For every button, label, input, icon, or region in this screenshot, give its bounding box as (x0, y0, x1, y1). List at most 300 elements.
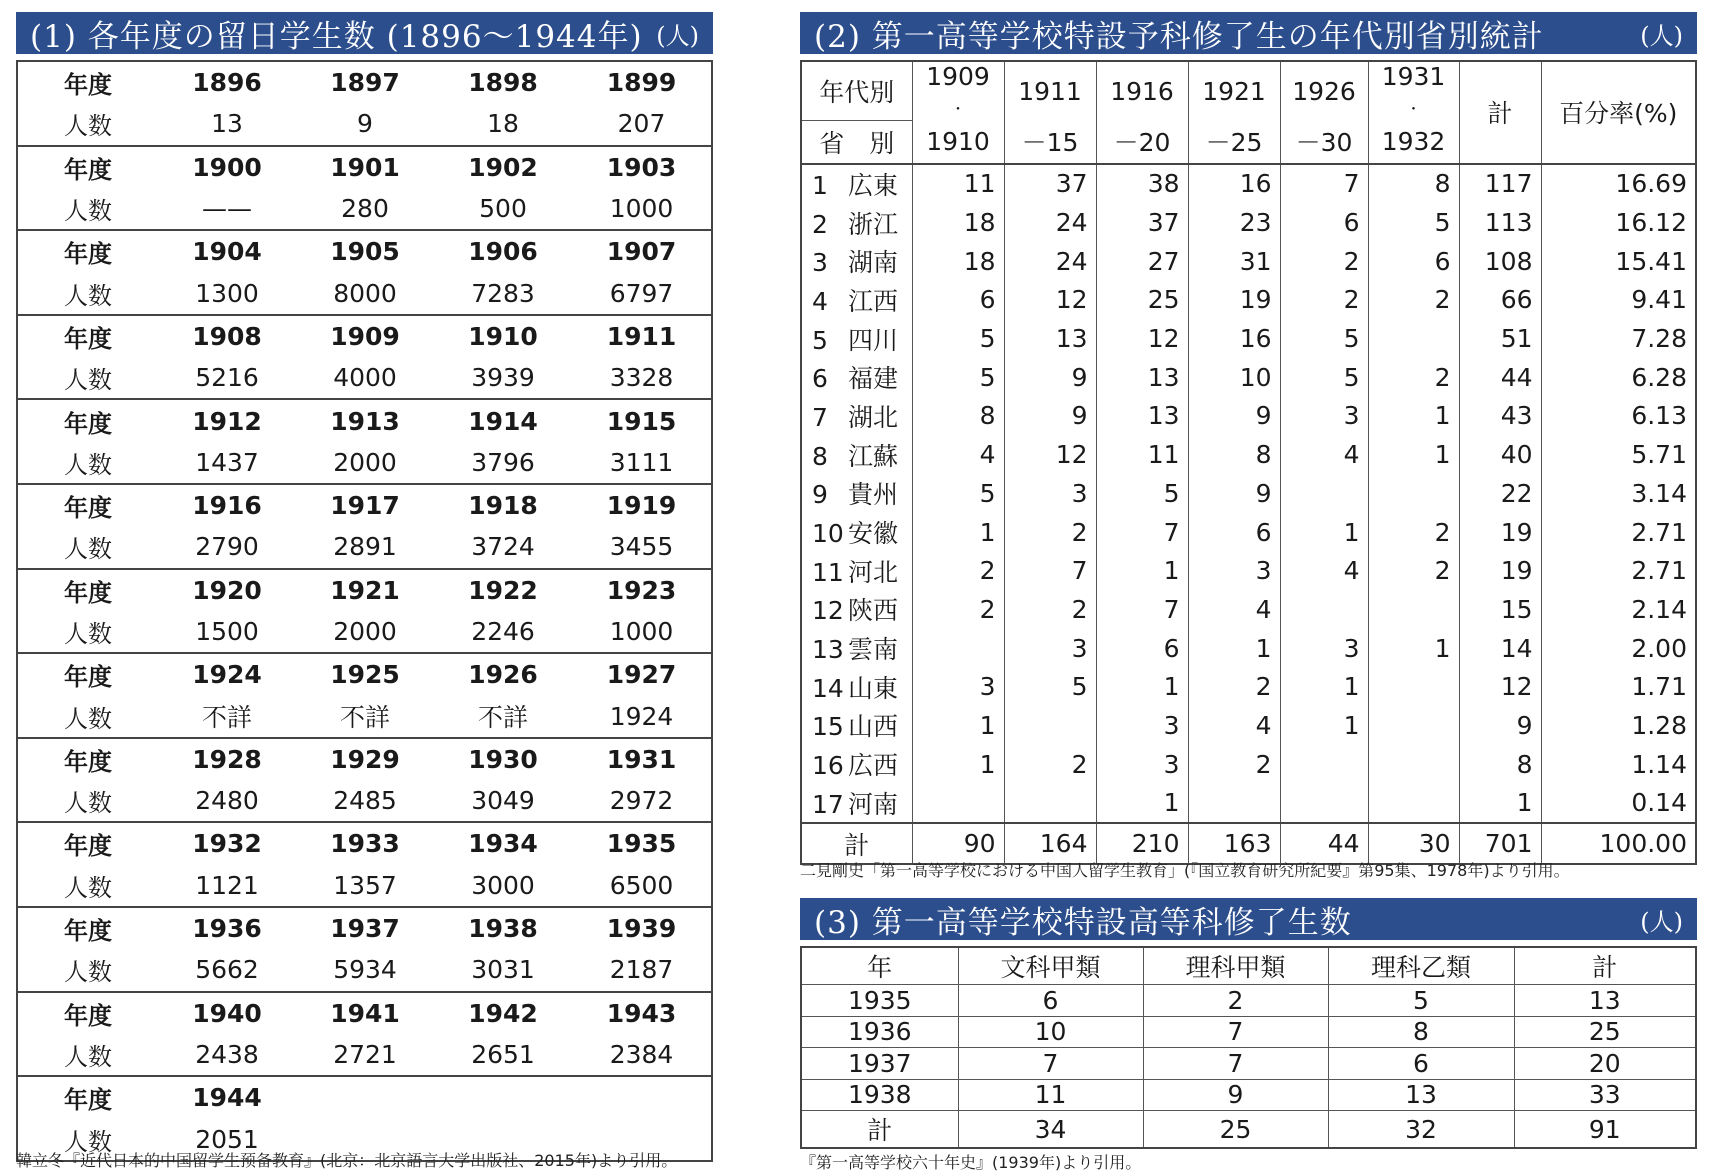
count-cell: 5934 (296, 949, 434, 991)
year-cell: 1902 (468, 152, 538, 182)
count-cell: 1000 (572, 188, 712, 230)
year-row (17, 992, 712, 1034)
count-cell: 3724 (434, 526, 572, 568)
count-cell: 2246 (434, 611, 572, 653)
count-cell: 1924 (572, 695, 712, 737)
count-label: 人数 (17, 780, 158, 822)
value-cell: 1 (1368, 629, 1459, 668)
year-cell: 1932 (192, 829, 262, 859)
value-cell: 1 (1096, 784, 1188, 824)
count-label: 人数 (64, 1127, 112, 1156)
value-cell: 6 (912, 281, 1004, 320)
table3-cell: 1935 (801, 985, 958, 1017)
year-cell: 1944 (192, 1083, 262, 1113)
year-cell: 1941 (330, 998, 400, 1028)
row-total-cell: 44 (1459, 358, 1541, 397)
year-row (17, 653, 712, 695)
year-cell (296, 1076, 434, 1118)
count-cell: 2187 (572, 949, 712, 991)
period-header-6-end: 1932 (1368, 120, 1459, 164)
year-cell: 1939 (606, 914, 677, 944)
year-row (17, 484, 712, 526)
province-row (801, 706, 1696, 745)
period-header-4-end: －25 (1188, 120, 1280, 164)
period-header-6: 1931 ・ (1368, 61, 1459, 120)
count-cell: 2000 (296, 611, 434, 653)
period-header-1-end: 1910 (912, 120, 1004, 164)
table3-cell: 7 (1143, 1048, 1328, 1080)
table1-title: (1) 各年度の留日学生数 (1896〜1944年) (30, 18, 643, 55)
province-number: 14 (812, 673, 844, 703)
count-cell: 2000 (296, 442, 434, 484)
province-cell (801, 281, 912, 320)
value-cell: 1 (912, 513, 1004, 552)
count-cell: 1000 (572, 611, 712, 653)
sum-total-cell: 701 (1459, 823, 1541, 864)
province-row (801, 590, 1696, 629)
row-total-cell: 19 (1459, 513, 1541, 552)
year-row (17, 1076, 712, 1118)
year-cell: 1919 (606, 491, 677, 521)
count-cell: 1300 (158, 272, 296, 314)
province-number: 8 (812, 441, 828, 471)
year-label: 年度 (64, 917, 112, 946)
year-cell: 1910 (468, 321, 538, 351)
row-total-cell: 9 (1459, 706, 1541, 745)
percent-cell: 2.14 (1541, 590, 1696, 629)
value-cell: 24 (1004, 203, 1096, 242)
table2-unit: (人) (1640, 21, 1683, 50)
value-cell: 37 (1096, 203, 1188, 242)
value-cell: 1 (1280, 513, 1368, 552)
value-cell: 31 (1188, 242, 1280, 281)
province-row (801, 551, 1696, 590)
count-cell: 3111 (572, 442, 712, 484)
value-cell: 8 (912, 397, 1004, 436)
year-cell: 1925 (330, 660, 400, 690)
province-number: 9 (812, 480, 828, 510)
value-cell: 24 (1004, 242, 1096, 281)
year-label: 年度 (64, 324, 112, 353)
sum-cell: 163 (1188, 823, 1280, 864)
value-cell: 3 (1188, 551, 1280, 590)
value-cell: 3 (1280, 629, 1368, 668)
year-row (17, 822, 712, 864)
value-cell (1188, 784, 1280, 824)
percent-cell: 3.14 (1541, 474, 1696, 513)
table3-cell: 6 (1328, 1048, 1514, 1080)
advanced-course-table (800, 946, 1697, 1149)
value-cell: 6 (1188, 513, 1280, 552)
year-cell: 1907 (606, 237, 677, 267)
table3-cell: 11 (958, 1079, 1143, 1111)
year-cell: 1912 (192, 406, 262, 436)
province-name: 安徽 (848, 519, 899, 549)
year-cell: 1900 (192, 152, 262, 182)
year-cell: 1918 (468, 491, 538, 521)
value-cell: 3 (912, 667, 1004, 706)
province-row (801, 242, 1696, 281)
count-cell: 2480 (158, 780, 296, 822)
period-header-1: 1909 ・ (912, 61, 1004, 120)
year-label: 年度 (64, 1086, 112, 1115)
province-cell (801, 435, 912, 474)
year-cell: 1921 (330, 575, 400, 605)
count-row (17, 865, 712, 907)
percent-cell: 0.14 (1541, 784, 1696, 824)
count-cell: 5662 (158, 949, 296, 991)
year-cell: 1916 (192, 491, 262, 521)
province-cell (801, 319, 912, 358)
province-number: 3 (812, 248, 828, 278)
table3-row (801, 1079, 1696, 1111)
count-label: 人数 (17, 1034, 158, 1076)
count-cell: 2485 (296, 780, 434, 822)
province-name: 雲南 (848, 635, 899, 665)
count-cell: 1121 (158, 865, 296, 907)
value-cell: 9 (1188, 397, 1280, 436)
province-number: 11 (812, 557, 844, 587)
value-cell: 5 (1096, 474, 1188, 513)
percent-cell: 16.69 (1541, 164, 1696, 204)
year-cell: 1928 (192, 744, 262, 774)
percent-cell: 9.41 (1541, 281, 1696, 320)
percent-cell: 2.71 (1541, 551, 1696, 590)
year-cell: 1934 (468, 829, 538, 859)
table3-cell: 20 (1514, 1048, 1696, 1080)
value-cell: 6 (1368, 242, 1459, 281)
year-cell: 1924 (192, 660, 262, 690)
total-header: 計 (1459, 61, 1541, 164)
count-cell: 6797 (572, 272, 712, 314)
period-header-2-end: －15 (1004, 120, 1096, 164)
value-cell: 3 (1004, 629, 1096, 668)
year-label: 年度 (64, 832, 112, 861)
table3-cell: 25 (1514, 1016, 1696, 1048)
year-cell: 1897 (330, 68, 400, 98)
count-cell: 7283 (434, 272, 572, 314)
value-cell: 2 (912, 551, 1004, 590)
count-row (17, 188, 712, 230)
province-row (801, 513, 1696, 552)
value-cell: 27 (1096, 242, 1188, 281)
value-cell: 5 (1368, 203, 1459, 242)
year-row (17, 738, 712, 780)
year-cell: 1937 (330, 914, 400, 944)
year-row (17, 146, 712, 188)
row-total-cell: 40 (1459, 435, 1541, 474)
row-total-cell: 113 (1459, 203, 1541, 242)
table3-source: 『第一高等学校六十年史』(1939年)より引用。 (800, 1153, 1142, 1172)
row-total-cell: 43 (1459, 397, 1541, 436)
year-cell: 1936 (192, 914, 262, 944)
province-row (801, 319, 1696, 358)
year-label: 年度 (64, 71, 112, 100)
value-cell: 16 (1188, 164, 1280, 204)
value-cell: 1 (1280, 667, 1368, 706)
table3-cell: 1938 (801, 1079, 958, 1111)
row-total-cell: 51 (1459, 319, 1541, 358)
row-total-cell: 14 (1459, 629, 1541, 668)
value-cell (1368, 590, 1459, 629)
table3-header-cell: 年 (801, 947, 958, 985)
count-cell: 1500 (158, 611, 296, 653)
table3-cell: 6 (958, 985, 1143, 1017)
percent-header: 百分率(%) (1541, 61, 1696, 164)
year-cell: 1920 (192, 575, 262, 605)
count-cell: 9 (296, 103, 434, 145)
percent-cell: 1.14 (1541, 745, 1696, 784)
year-cell: 1909 (330, 321, 400, 351)
sum-label: 計 (801, 823, 912, 864)
period-header-3-end: －20 (1096, 120, 1188, 164)
value-cell: 18 (912, 242, 1004, 281)
value-cell: 23 (1188, 203, 1280, 242)
province-name: 広東 (848, 170, 899, 200)
province-name: 湖南 (848, 248, 899, 278)
period-header-5: 1926 (1280, 61, 1368, 120)
value-cell: 7 (1280, 164, 1368, 204)
count-cell: 13 (158, 103, 296, 145)
value-cell: 12 (1096, 319, 1188, 358)
table3-row (801, 1048, 1696, 1080)
value-cell: 9 (1188, 474, 1280, 513)
table3-cell: 33 (1514, 1079, 1696, 1111)
value-cell: 2 (1188, 667, 1280, 706)
table3-cell: 5 (1328, 985, 1514, 1017)
count-cell: 2438 (158, 1034, 296, 1076)
percent-cell: 5.71 (1541, 435, 1696, 474)
year-cell: 1896 (192, 68, 262, 98)
value-cell: 3 (1096, 706, 1188, 745)
table3-cell: 13 (1328, 1079, 1514, 1111)
table3-cell: 8 (1328, 1016, 1514, 1048)
value-cell (1280, 474, 1368, 513)
table3-header-cell: 文科甲類 (958, 947, 1143, 985)
percent-cell: 1.28 (1541, 706, 1696, 745)
province-name: 陝西 (848, 596, 899, 626)
province-number: 2 (812, 209, 828, 239)
table3-unit: (人) (1640, 907, 1683, 936)
value-cell: 2 (1368, 513, 1459, 552)
value-cell: 2 (1004, 590, 1096, 629)
table1-unit: (人) (656, 21, 699, 50)
province-name: 湖北 (848, 402, 899, 432)
table3-cell: 10 (958, 1016, 1143, 1048)
province-cell (801, 474, 912, 513)
province-name: 江西 (848, 286, 899, 316)
sum-cell: 164 (1004, 823, 1096, 864)
table2-header (800, 12, 1697, 54)
year-cell: 1905 (330, 237, 400, 267)
value-cell: 12 (1004, 281, 1096, 320)
count-cell: 207 (572, 103, 712, 145)
percent-cell: 7.28 (1541, 319, 1696, 358)
year-cell: 1927 (606, 660, 677, 690)
value-cell: 1 (1188, 629, 1280, 668)
year-cell: 1901 (330, 152, 400, 182)
row-total-cell: 12 (1459, 667, 1541, 706)
province-cell (801, 629, 912, 668)
value-cell: 9 (1004, 358, 1096, 397)
row-total-cell: 8 (1459, 745, 1541, 784)
year-row (17, 315, 712, 357)
year-cell: 1922 (468, 575, 538, 605)
year-cell: 1908 (192, 321, 262, 351)
count-label: 人数 (17, 611, 158, 653)
province-cell (801, 164, 912, 204)
count-cell: 3796 (434, 442, 572, 484)
count-cell: 500 (434, 188, 572, 230)
value-cell (1368, 319, 1459, 358)
count-cell: 2384 (572, 1034, 712, 1076)
value-cell: 6 (1280, 203, 1368, 242)
province-number: 4 (812, 286, 828, 316)
province-number: 13 (812, 635, 844, 665)
province-name: 浙江 (848, 209, 899, 239)
value-cell: 5 (912, 358, 1004, 397)
province-number: 1 (812, 170, 828, 200)
province-row (801, 358, 1696, 397)
count-cell: 280 (296, 188, 434, 230)
value-cell: 8 (1368, 164, 1459, 204)
percent-cell: 6.28 (1541, 358, 1696, 397)
year-cell: 1938 (468, 914, 538, 944)
value-cell: 2 (1280, 281, 1368, 320)
row-total-cell: 15 (1459, 590, 1541, 629)
value-cell: 5 (1280, 319, 1368, 358)
value-cell: 5 (1004, 667, 1096, 706)
value-cell: 1 (1096, 667, 1188, 706)
table3-cell: 7 (958, 1048, 1143, 1080)
value-cell: 3 (1004, 474, 1096, 513)
count-label: 人数 (17, 865, 158, 907)
count-cell: 2051 (195, 1124, 259, 1154)
value-cell: 4 (1280, 435, 1368, 474)
value-cell: 1 (912, 745, 1004, 784)
value-cell: 4 (912, 435, 1004, 474)
count-cell: 3000 (434, 865, 572, 907)
province-number: 6 (812, 364, 828, 394)
value-cell: 3 (1096, 745, 1188, 784)
row-total-cell: 117 (1459, 164, 1541, 204)
sum-percent-cell: 100.00 (1541, 823, 1696, 864)
value-cell: 5 (912, 474, 1004, 513)
count-cell: 1357 (296, 865, 434, 907)
count-cell: 2651 (434, 1034, 572, 1076)
value-cell: 4 (1280, 551, 1368, 590)
table3-header (800, 898, 1697, 940)
province-cell (801, 242, 912, 281)
table3-cell: 25 (1143, 1111, 1328, 1149)
province-name: 江蘇 (848, 441, 899, 471)
year-cell: 1914 (468, 406, 538, 436)
corner-bottom-label: 省 別 (801, 120, 912, 164)
count-row (17, 949, 712, 991)
province-number: 17 (812, 789, 844, 819)
value-cell (1280, 784, 1368, 824)
count-row (17, 272, 712, 314)
row-total-cell: 19 (1459, 551, 1541, 590)
year-row (17, 907, 712, 949)
value-cell: 38 (1096, 164, 1188, 204)
value-cell: 12 (1004, 435, 1096, 474)
table3-header-cell: 理科甲類 (1143, 947, 1328, 985)
province-cell (801, 590, 912, 629)
count-cell: 2790 (158, 526, 296, 568)
province-name: 貴州 (848, 480, 899, 510)
row-total-cell: 1 (1459, 784, 1541, 824)
value-cell: 2 (1368, 358, 1459, 397)
value-cell: 2 (1368, 281, 1459, 320)
count-row (17, 695, 712, 737)
percent-cell: 16.12 (1541, 203, 1696, 242)
value-cell (912, 629, 1004, 668)
students-per-year-table (16, 60, 713, 1162)
table2-source: 二見剛史「第一高等学校における中国人留学生教育」(『国立教育研究所紀要』第95集、1978年)より引用。 (800, 861, 1570, 880)
count-row (17, 780, 712, 822)
count-cell: 3049 (434, 780, 572, 822)
count-label: 人数 (17, 949, 158, 991)
year-label: 年度 (64, 240, 112, 269)
value-cell (1004, 784, 1096, 824)
value-cell: 6 (1096, 629, 1188, 668)
year-cell: 1917 (330, 491, 400, 521)
province-name: 河北 (848, 557, 899, 587)
province-cell (801, 551, 912, 590)
table3-row (801, 1111, 1696, 1149)
province-statistics-table (800, 60, 1697, 865)
province-cell (801, 397, 912, 436)
year-label: 年度 (64, 155, 112, 184)
value-cell: 25 (1096, 281, 1188, 320)
count-label: 人数 (17, 442, 158, 484)
year-cell: 1933 (330, 829, 400, 859)
percent-cell: 2.00 (1541, 629, 1696, 668)
table3-cell: 91 (1514, 1111, 1696, 1149)
year-label: 年度 (64, 663, 112, 692)
count-cell: 3328 (572, 357, 712, 399)
value-cell: 5 (912, 319, 1004, 358)
value-cell: 5 (1280, 358, 1368, 397)
value-cell: 2 (1004, 513, 1096, 552)
province-cell (801, 706, 912, 745)
province-row (801, 164, 1696, 204)
count-cell: 不詳 (158, 695, 296, 737)
year-cell: 1903 (606, 152, 677, 182)
value-cell: 7 (1096, 513, 1188, 552)
value-cell: 1 (1280, 706, 1368, 745)
province-row (801, 784, 1696, 824)
year-cell: 1926 (468, 660, 538, 690)
value-cell: 1 (1368, 435, 1459, 474)
year-cell: 1913 (330, 406, 400, 436)
table3-cell: 1937 (801, 1048, 958, 1080)
province-number: 16 (812, 751, 844, 781)
count-row (17, 1034, 712, 1076)
value-cell: 13 (1096, 358, 1188, 397)
value-cell: 2 (912, 590, 1004, 629)
year-cell (434, 1076, 572, 1118)
province-name: 四川 (848, 325, 899, 355)
row-total-cell: 22 (1459, 474, 1541, 513)
period-header-2: 1911 (1004, 61, 1096, 120)
count-cell: 8000 (296, 272, 434, 314)
province-number: 10 (812, 519, 844, 549)
count-label: 人数 (17, 695, 158, 737)
province-name: 広西 (848, 751, 899, 781)
count-cell: 3455 (572, 526, 712, 568)
